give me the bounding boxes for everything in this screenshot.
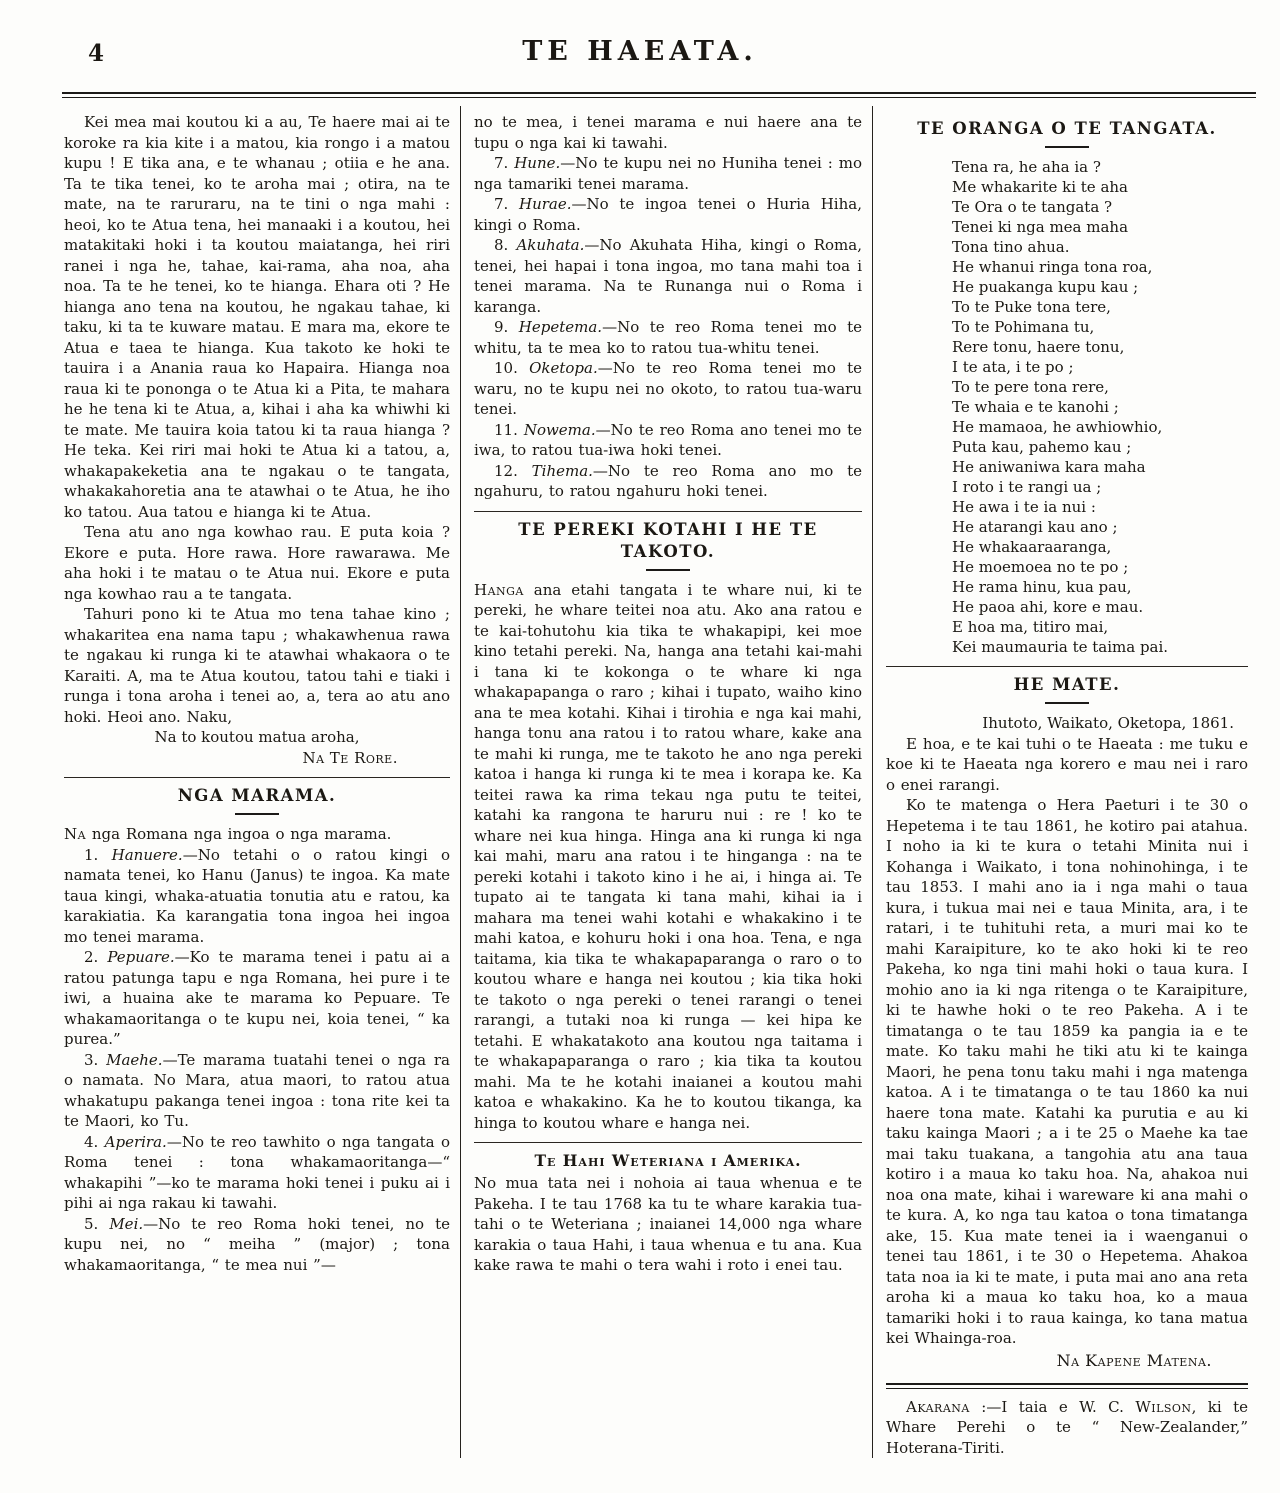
imprint-rule xyxy=(886,1383,1248,1389)
byline xyxy=(886,1349,1248,1372)
article-paragraph: Na nga Romana nga ingoa o nga marama. xyxy=(64,825,392,843)
article-paragraph: Kei mea mai koutou ki a au, Te haere mai ai te koroke ra kia kite i a matou, kia rongo i a matou kupu ! E tika ana, e te whanau ; otiia e he ana. Ta te tika tenei, ko te aroha mai ; otira, na te mate, na te raruraru, na te tini o nga mahi : heoi, ko te Atua tena, hei manaaki i a koutou, hei matakitaki hoki i ta koutou maiatanga, hei riri ranei i nga he, tahae, kai-rama, aha noa, aha noa. Ta te he tenei, ko te hianga. Ehara oti ? He hianga ano tena na koutou, he ngakau tahae, ki taku, ki ta te kuware matau. E mara ma, ekore te Atua e taea te hianga. Kua takoto ke hoki te tauira i a Anania raua ko Hapaira. Hianga noa raua ki te pononga o te Atua ki a Pita, te mahara he he tena ki te Atua, a, kihai i aha ka whiwhi ki te mate. Me tauira koia tatou ki ta raua hianga ? He teka. Kei riri mai hoki te Atua ki a tatou, a, whakapakeketia ana te ngakau o te tangata, whakakahoretia ana te atawhai o te Atua, he iho ko tatou. Aua tatou e hianga ki te Atua. xyxy=(64,113,450,521)
article-paragraph: E hoa, e te kai tuhi o te Haeata : me tuku e koe ki te Haeata nga korero e mau nei i raro o enei rarangi. xyxy=(886,734,1248,794)
month-item: 5. Mei.—No te reo Roma hoki tenei, no te kupu nei, no “ meiha ” (major) ; tona whakamaoritanga, “ te mea nui ”— xyxy=(64,1214,450,1274)
italic-text: Akuhata. xyxy=(516,236,585,254)
poem-line: Rere tonu, haere tonu, xyxy=(952,338,1125,356)
poem-line: He moemoea no te po ; xyxy=(952,558,1129,576)
month-item: 2. Pepuare.—Ko te marama tenei i patu ai a ratou patunga tapu e nga Romana, hei pure i te iwi, a huaina ake te marama ko Pepuare. Te whakamaoritanga o te kupu nei, koia tenei, “ ka purea.” xyxy=(64,948,450,1048)
italic-text: Hurae. xyxy=(519,195,572,213)
masthead-rule xyxy=(62,92,1256,98)
heading-line: NGA MARAMA. xyxy=(177,786,337,805)
smallcaps-text: Na Te Rore. xyxy=(302,748,398,767)
italic-text: Mei. xyxy=(109,1214,144,1233)
poem-line: Tenei ki nga mea maha xyxy=(952,218,1129,236)
section-rule xyxy=(64,777,450,778)
smallcaps-text: Na xyxy=(64,825,87,843)
month-item: 9. Hepetema.—No te reo Roma tenei mo te whitu, ta te mea ko to ratou tua-whitu tenei. xyxy=(474,318,862,357)
section-heading xyxy=(64,785,450,807)
month-item: 4. Aperira.—No te reo tawhito o nga tangata o Roma tenei : tona whakamaoritanga—“ whakapihi ”—ko te marama hoki tenei i puku ai i pihi ai nga rakau ki tawahi. xyxy=(64,1132,450,1212)
article-paragraph: Tahuri pono ki te Atua mo tena tahae kino ; whakaritea ena nama tapu ; whakawhenua rawa te ngakau ki runga ki te atawhai whakaora o te Karaiti. A, ma te Atua koutou, tatou tahi e tiaki i runga i tona aroha i tenei ao, a, tera ao atu ano hoki. Heoi ano. Naku, xyxy=(64,605,450,726)
article-paragraph: Hanga ana etahi tangata i te whare nui, ki te pereki, he whare teitei noa atu. Ako ana ratou e te kai-tohutohu kia tika te whakapipi, kei moe kino tetahi pereki. Na, hanga ana tetahi kai-mahi i tana ki te kokonga o te whare ki nga whakapapanga o raro ; kihai i tupato, waiho kino ana te mea kotahi. Kihai i tirohia e nga kai mahi, hanga tonu ana ratou i to ratou whare, kake ana te mahi ki runga, me te takoto he ano nga pereki katoa i hanga ki runga ki te mea i korapa ke. Ka teitei rawa ka rima tekau nga putu te teitei, katahi ka rangona te haruru nui : re ! ko te whare nei kua hinga. Hinga ana ki runga ki nga kai mahi, maru ana ratou i te hinganga : na te pereki kotahi i takoto kino i he ai, i hinga ai. Te tupato ai te tangata ki tana mahi, kihai ia i mahara ma tenei wahi kotahi e whakakino i te mahi katoa, e kohuru hoki i ona hoa. Tena, e nga taitama, kia tika te whakapaparanga o raro o to koutou whare e hanga nei koutou ; kia tika hoki te takoto o nga pereki o tenei rarangi o tenei rarangi, a tutaki noa ki runga — kei hipa ke tetahi. E whakatakoto ana koutou nga taitama i te whakapaparanga o raro ; kia tika ta koutou mahi. Ma te he kotahi inaianei a koutou mahi katoa e whakakino. Ka he to koutou tikanga, ka hinga to koutou whare e hanga nei. xyxy=(474,580,862,1132)
heading-line: HE MATE. xyxy=(1013,675,1121,694)
column-1 xyxy=(62,106,460,1458)
month-item: 3. Maehe.—Te marama tuatahi tenei o nga ra o namata. No Mara, atua maori, to ratou atua whakatupu pakanga tenei ingoa : tona rite kei ta te Maori, ko Tu. xyxy=(64,1050,450,1130)
section-rule xyxy=(474,511,862,512)
poem-line: I te ata, i te po ; xyxy=(952,358,1074,376)
italic-text: Hune. xyxy=(514,154,561,172)
month-item: 10. Oketopa.—No te reo Roma tenei mo te waru, no te kupu nei no okoto, to ratou tua-waru tenei. xyxy=(474,359,863,418)
poem-line: To te Pohimana tu, xyxy=(952,318,1095,336)
month-item: 7. Hurae.—No te ingoa tenei o Huria Hiha, kingi o Roma. xyxy=(474,195,862,234)
poem-line: Te whaia e te kanohi ; xyxy=(952,398,1119,416)
smallcaps-text: Na Kapene Matena. xyxy=(1056,1350,1212,1370)
heading-underline xyxy=(646,569,690,571)
poem-line: He rama hinu, kua pau, xyxy=(952,578,1132,596)
dateline: Ihutoto, Waikato, Oketopa, 1861. xyxy=(982,714,1234,732)
poem-line: He mamaoa, he awhiowhio, xyxy=(952,418,1163,436)
month-item: 7. Hune.—No te kupu nei no Huniha tenei : mo nga tamariki tenei marama. xyxy=(474,154,862,193)
poem-line: I roto i te rangi ua ; xyxy=(952,478,1102,496)
italic-text: Hanuere. xyxy=(111,845,183,864)
poem-line: Puta kau, pahemo kau ; xyxy=(952,438,1132,456)
heading-line: TE PEREKI KOTAHI I HE TE xyxy=(518,519,818,539)
article-paragraph: Tena atu ano nga kowhao rau. E puta koia ? Ekore e puta. Hore rawa. Hore rawarawa. Me aha hoki i te matau o te Atua nui. Ekore e puta nga kowhao rau a te tangata. xyxy=(64,523,450,603)
poem-line: He atarangi kau ano ; xyxy=(952,518,1118,536)
month-item: 1. Hanuere.—No tetahi o o ratou kingi o namata tenei, ko Hanu (Janus) te ingoa. Ka mate taua kingi, whaka-atuatia tonutia atu e ratou, ka karakiatia. Ka karangatia tona ingoa hei ingoa mo tenei marama. xyxy=(64,845,450,946)
poem-line: He paoa ahi, kore e mau. xyxy=(952,598,1144,616)
article-paragraph: Akarana :—I taia e W. C. Wilson, ki te Whare Perehi o te “ New-Zealander,” Hoterana-Tiriti. xyxy=(886,1397,1248,1457)
italic-text: Aperira. xyxy=(104,1132,167,1151)
smallcaps-text: Akarana xyxy=(906,1397,970,1416)
page-number: 4 xyxy=(88,40,105,67)
month-item: 11. Nowema.—No te reo Roma ano tenei mo te iwa, to ratou tua-iwa hoki tenei. xyxy=(474,420,862,459)
smallcaps-text: Hanga xyxy=(474,580,524,599)
article-paragraph: no te mea, i tenei marama e nui haere ana te tupu o nga kai ki tawahi. xyxy=(474,113,862,152)
italic-text: Pepuare. xyxy=(107,948,175,966)
poem-line: He whakaaraaranga, xyxy=(952,538,1112,556)
poem-line: To te pere tona rere, xyxy=(952,378,1109,396)
poem-line: Tena ra, he aha ia ? xyxy=(952,158,1101,176)
masthead-title: TE HAEATA. xyxy=(522,36,758,67)
poem-line: Me whakarite ki te aha xyxy=(952,178,1128,196)
italic-text: Oketopa. xyxy=(529,359,598,377)
poem-line: He aniwaniwa kara maha xyxy=(952,458,1146,476)
poem-line: Te Ora o te tangata ? xyxy=(952,198,1113,216)
section-rule xyxy=(886,666,1248,667)
poem-line: Tona tino ahua. xyxy=(952,238,1070,256)
columns-container xyxy=(62,106,1258,1458)
closing-line: Na to koutou matua aroha, xyxy=(154,728,360,746)
month-item: 8. Akuhata.—No Akuhata Hiha, kingi o Roma, tenei, hei hapai i tona ingoa, mo tana mahi toa i tenei marama. Na te Runanga nui o Roma i karanga. xyxy=(474,236,862,316)
column-2 xyxy=(460,106,872,1458)
poem-line: He whanui ringa tona roa, xyxy=(952,258,1153,276)
italic-text: Hepetema. xyxy=(518,318,603,336)
closing-line xyxy=(64,748,450,769)
section-heading xyxy=(886,118,1248,140)
poem xyxy=(952,157,1248,657)
article-paragraph: No mua tata nei i nohoia ai taua whenua e te Pakeha. I te tau 1768 ka tu te whare karakia tua-tahi o te Weteriana ; inaianei 14,000 nga whare karakia o taua Hahi, i taua whenua e tu ana. Kua kake rawa te mahi o tera wahi i roto i enei tau. xyxy=(474,1174,862,1274)
heading-underline xyxy=(235,813,279,815)
poem-line: E hoa ma, titiro mai, xyxy=(952,618,1109,636)
smallcaps-text: Wilson xyxy=(1135,1397,1192,1416)
subsection-heading: Te Hahi Weteriana i Amerika. xyxy=(534,1151,802,1170)
article-paragraph: Ko te matenga o Hera Paeturi i te 30 o Hepetema i te tau 1861, he kotiro pai atahua. I noho ia ki te kura o tetahi Minita nui i Kohanga i Waikato, i tona nohinohinga, i te tau 1853. I mahi ano ia i nga mahi o taua kura, i tukua mai nei e taua Minita, ara, i te ratari, i te tuhituhi reta, a muri mai ko te mahi Karaipiture, ko te ako hoki ki te reo Pakeha, ko nga tini mahi hoki o taua kura. I mohio ano ia ki nga ritenga o te Karaipiture, ki te hawhe hoki o te reo Pakeha. A i te timatanga o te tau 1859 ka pangia ia e te mate. Ko taku mahi he tiki atu ki te kainga Maori, he pena tonu taku mahi i nga matenga katoa. A i te timatanga o te tau 1860 ka nui haere tona mate. Katahi ka purutia e au ki taku kainga Maori ; a i te 25 o Maehe ka tae mai taku tuakana, a tangohia atu ana taua kotiro i a maua ko taku hoa. Na, ahakoa nui noa ona mate, kihai i wareware ki ana mahi o te kura. A, ko nga tau katoa o tona timatanga ake, 15. Kua mate tenei ia i waenganui o tenei tau 1861, i te 30 o Hepetema. Ahakoa tata noa ia ki te mate, i puta mai ano ana reta aroha ki a maua ko taku hoa, ko a maua tamariki hoki i to raua kainga, ko tana matua kei Whainga-roa. xyxy=(886,796,1248,1347)
section-rule xyxy=(474,1142,862,1143)
section-heading xyxy=(474,519,862,563)
heading-line: TE ORANGA O TE TANGATA. xyxy=(917,119,1217,138)
heading-underline xyxy=(1045,146,1089,148)
poem-line: He awa i te ia nui : xyxy=(952,498,1096,516)
column-3 xyxy=(872,106,1258,1458)
month-item: 12. Tihema.—No te reo Roma ano mo te ngahuru, to ratou ngahuru hoki tenei. xyxy=(474,461,862,500)
poem-line: Kei maumauria te taima pai. xyxy=(952,638,1169,656)
heading-line: TAKOTO. xyxy=(620,541,716,561)
italic-text: Tihema. xyxy=(531,461,593,480)
poem-line: He puakanga kupu kau ; xyxy=(952,278,1139,296)
italic-text: Nowema. xyxy=(523,420,596,439)
heading-underline xyxy=(1045,702,1089,704)
section-heading xyxy=(886,674,1248,696)
italic-text: Maehe. xyxy=(106,1050,163,1069)
poem-line: To te Puke tona tere, xyxy=(952,298,1111,316)
